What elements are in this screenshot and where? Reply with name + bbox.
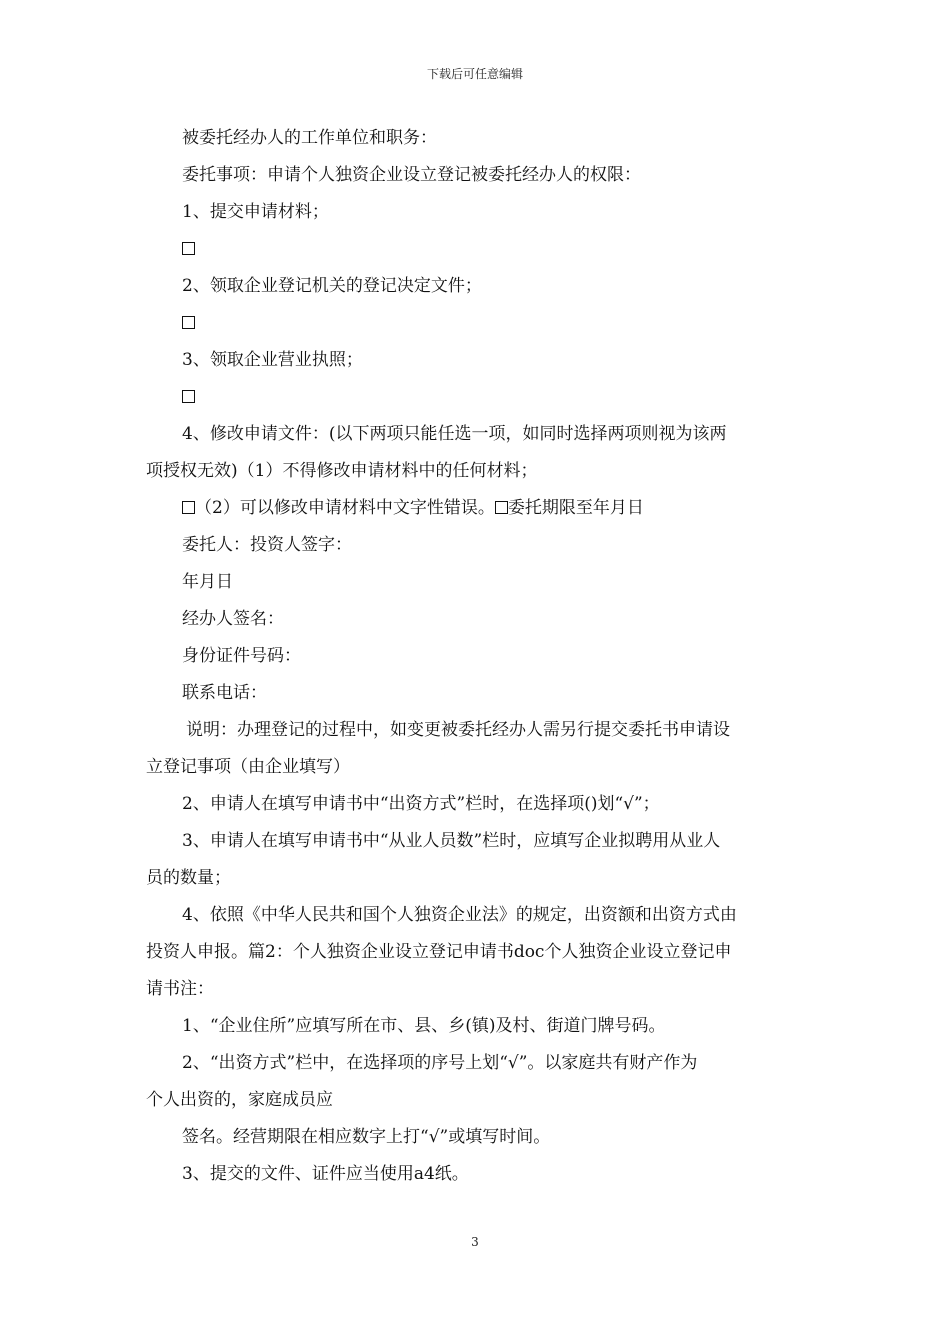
paragraph-line: 项授权无效)（1）不得修改申请材料中的任何材料； <box>146 461 538 481</box>
document-body <box>146 120 810 1193</box>
paragraph-line: 请书注： <box>146 979 214 999</box>
paragraph-line: 说明：办理登记的过程中，如变更被委托经办人需另行提交委托书申请设 <box>186 720 730 740</box>
paragraph-line: 立登记事项（由企业填写） <box>146 757 350 777</box>
paragraph-line: 经办人签名： <box>182 609 284 629</box>
paragraph-line: 4、修改申请文件：(以下两项只能任选一项，如同时选择两项则视为该两 <box>182 424 727 444</box>
paragraph-line: 2、领取企业登记机关的登记决定文件； <box>182 276 482 296</box>
paragraph-line: 4、依照《中华人民共和国个人独资企业法》的规定，出资额和出资方式由 <box>182 905 737 925</box>
paragraph-line: 2、“出资方式”栏中，在选择项的序号上划“√”。以家庭共有财产作为 <box>182 1053 698 1073</box>
paragraph-line: 委托人：投资人签字： <box>182 535 352 555</box>
paragraph-line: 个人出资的，家庭成员应 <box>146 1090 333 1110</box>
paragraph-line: 被委托经办人的工作单位和职务： <box>182 128 437 148</box>
paragraph-line: 身份证件号码： <box>182 646 301 666</box>
paragraph-line: 3、提交的文件、证件应当使用a4纸。 <box>182 1164 469 1184</box>
checkbox-icon[interactable] <box>495 501 508 514</box>
checkbox-icon[interactable] <box>182 242 195 255</box>
paragraph-line: 年月日 <box>182 572 233 592</box>
option-text: （2）可以修改申请材料中文字性错误。 <box>195 498 495 518</box>
checkbox-icon[interactable] <box>182 501 195 514</box>
page-number: 3 <box>471 1235 479 1249</box>
term-text: 委托期限至年月日 <box>507 498 644 518</box>
paragraph-line <box>146 490 810 527</box>
page-header: 下载后可任意编辑 <box>426 67 523 81</box>
paragraph-line: 投资人申报。篇2：个人独资企业设立登记申请书doc个人独资企业设立登记申 <box>146 942 732 962</box>
checkbox-line <box>146 379 810 416</box>
checkbox-line <box>146 305 810 342</box>
paragraph-line: 联系电话： <box>182 683 267 703</box>
paragraph-line: 3、领取企业营业执照； <box>182 350 363 370</box>
checkbox-line <box>146 231 810 268</box>
paragraph-line: 委托事项：申请个人独资企业设立登记被委托经办人的权限： <box>182 165 641 185</box>
paragraph-line: 员的数量； <box>146 868 231 888</box>
paragraph-line: 3、申请人在填写申请书中“从业人员数”栏时，应填写企业拟聘用从业人 <box>182 831 721 851</box>
paragraph-line: 签名。经营期限在相应数字上打“√”或填写时间。 <box>182 1127 551 1147</box>
paragraph-line: 1、提交申请材料； <box>182 202 329 222</box>
paragraph-line: 1、“企业住所”应填写所在市、县、乡(镇)及村、街道门牌号码。 <box>182 1016 666 1036</box>
paragraph-line: 2、申请人在填写申请书中“出资方式”栏时，在选择项()划“√”； <box>182 794 660 814</box>
checkbox-icon[interactable] <box>182 390 195 403</box>
checkbox-icon[interactable] <box>182 316 195 329</box>
